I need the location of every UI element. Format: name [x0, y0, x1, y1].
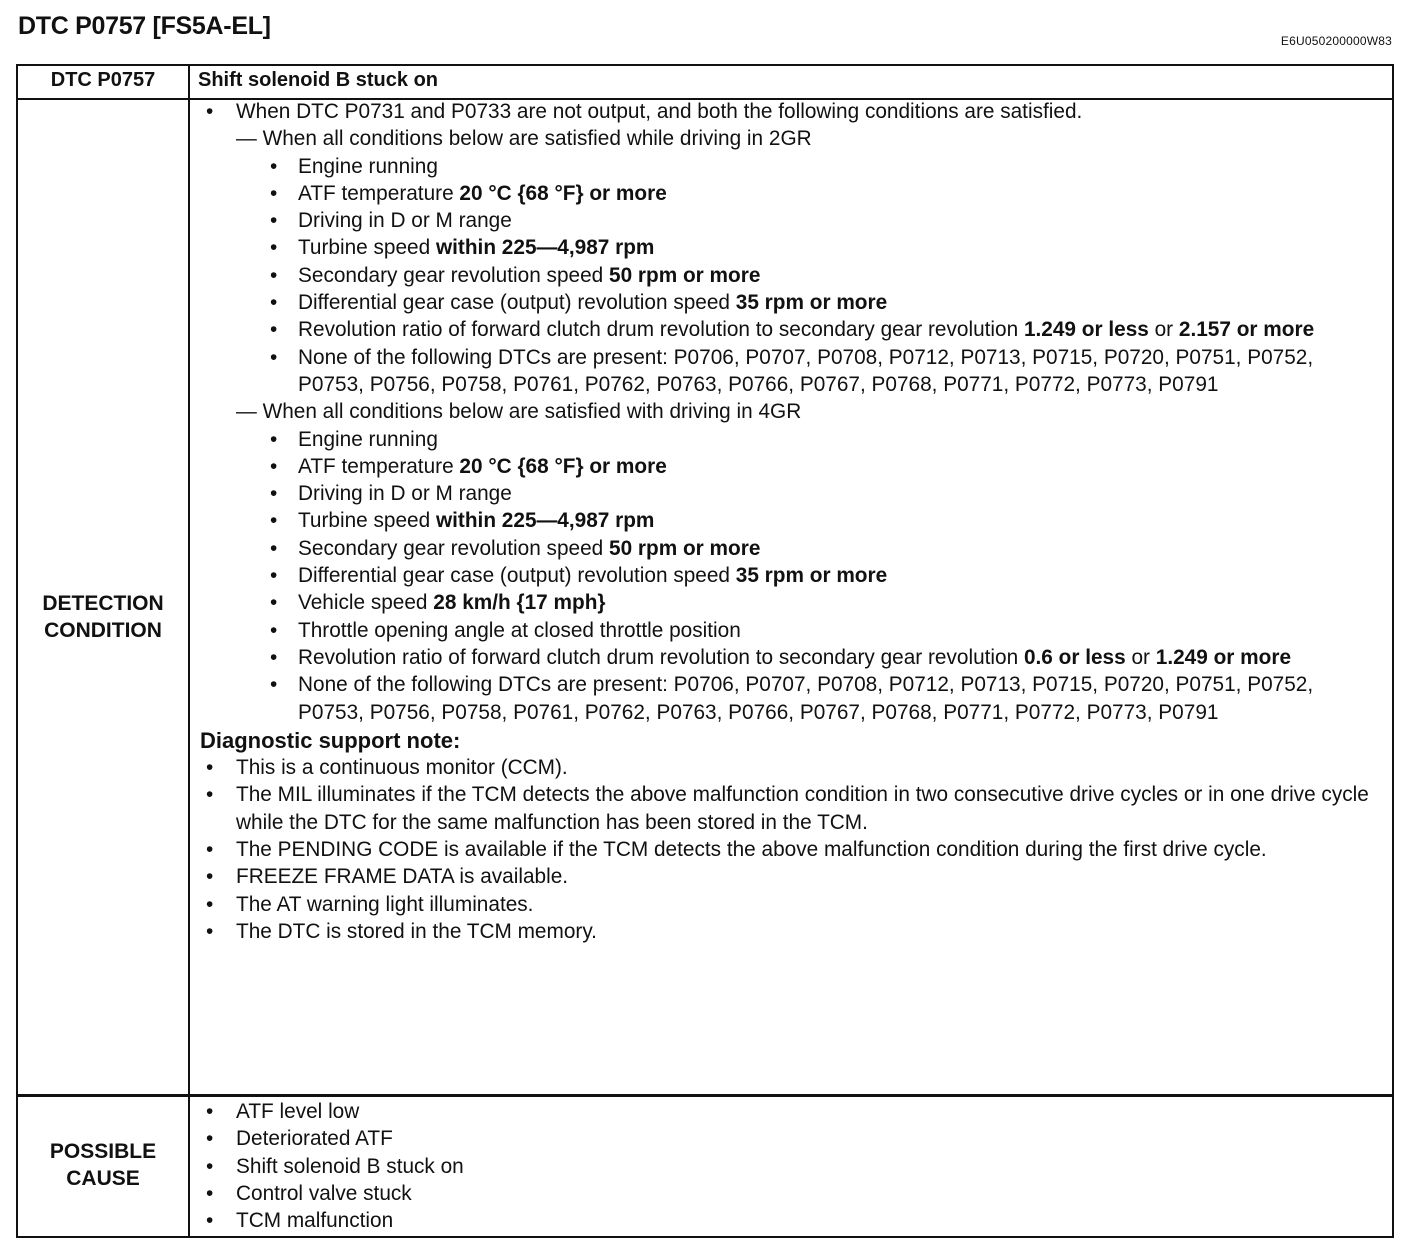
condition-item: • Revolution ratio of forward clutch drum revolution to secondary gear revolution 1.249 or less or 2.157 or more [200, 316, 1382, 343]
condition-item: • Throttle opening angle at closed throttle position [200, 617, 1382, 644]
cause-item: • Control valve stuck [200, 1180, 1382, 1207]
condition-item: • Revolution ratio of forward clutch drum revolution to secondary gear revolution 0.6 or less or 1.249 or more [200, 644, 1382, 671]
condition-item: • Differential gear case (output) revolution speed 35 rpm or more [200, 289, 1382, 316]
possible-cause-content [200, 1098, 1382, 1234]
diagnostic-note-heading: Diagnostic support note: [200, 727, 461, 753]
label-line: DETECTION [42, 592, 164, 615]
note-item: • This is a continuous monitor (CCM). [200, 754, 1382, 781]
document-code: E6U050200000W83 [1280, 34, 1392, 48]
possible-cause-label [18, 1138, 188, 1192]
label-line: CAUSE [66, 1167, 140, 1190]
note-item: • The MIL illuminates if the TCM detects the above malfunction condition in two consecutive drive cycles or in one drive cycle while the DTC for the same malfunction has been stored in the TCM. [200, 781, 1382, 836]
detection-condition-label [18, 590, 188, 644]
condition-item: • Secondary gear revolution speed 50 rpm or more [200, 262, 1382, 289]
table-header-row [18, 66, 1392, 100]
cause-item: • ATF level low [200, 1098, 1382, 1125]
condition-item: • None of the following DTCs are present: P0706, P0707, P0708, P0712, P0713, P0715, P0720, P0751, P0752, P0753, P0756, P0758, P0761, P0762, P0763, P0766, P0767, P0768, P0771, P0772, P0773, P0791 [200, 344, 1382, 399]
condition-item: • Turbine speed within 225—4,987 rpm [200, 234, 1382, 261]
column-divider [188, 98, 190, 1094]
cause-item: • Shift solenoid B stuck on [200, 1153, 1382, 1180]
cause-item: • TCM malfunction [200, 1207, 1382, 1234]
condition-item: • Vehicle speed 28 km/h {17 mph} [200, 589, 1382, 616]
page-title: DTC P0757 [FS5A-EL] [18, 12, 271, 40]
cause-item: • Deteriorated ATF [200, 1125, 1382, 1152]
note-item: • The AT warning light illuminates. [200, 891, 1382, 918]
note-item: • The PENDING CODE is available if the TCM detects the above malfunction condition during the first drive cycle. [200, 836, 1382, 863]
dtc-table [16, 64, 1394, 1238]
condition-item: • ATF temperature 20 °C {68 °F} or more [200, 180, 1382, 207]
condition-item: • Turbine speed within 225—4,987 rpm [200, 507, 1382, 534]
condition-item: • None of the following DTCs are present: P0706, P0707, P0708, P0712, P0713, P0715, P0720, P0751, P0752, P0753, P0756, P0758, P0761, P0762, P0763, P0766, P0767, P0768, P0771, P0772, P0773, P0791 [200, 671, 1382, 726]
dtc-code-cell: DTC P0757 [50, 69, 156, 91]
label-line: CONDITION [44, 619, 162, 642]
column-divider [188, 1097, 190, 1236]
condition-item: • Differential gear case (output) revolution speed 35 rpm or more [200, 562, 1382, 589]
condition-item: • ATF temperature 20 °C {68 °F} or more [200, 453, 1382, 480]
detection-condition-content [200, 98, 1382, 945]
condition-item: • Engine running [200, 426, 1382, 453]
condition-item: • Driving in D or M range [200, 480, 1382, 507]
detection-condition-row [18, 98, 1392, 1097]
possible-cause-row [18, 1097, 1392, 1236]
intro-item: • When DTC P0731 and P0733 are not output, and both the following conditions are satisfied. [200, 98, 1382, 125]
group-heading-4gr: — When all conditions below are satisfied with driving in 4GR [236, 400, 802, 424]
dtc-description-cell: Shift solenoid B stuck on [198, 69, 439, 91]
label-line: POSSIBLE [49, 1140, 157, 1163]
column-divider [188, 66, 190, 98]
condition-item: • Secondary gear revolution speed 50 rpm or more [200, 535, 1382, 562]
condition-item: • Driving in D or M range [200, 207, 1382, 234]
note-item: • FREEZE FRAME DATA is available. [200, 863, 1382, 890]
condition-item: • Engine running [200, 153, 1382, 180]
note-item: • The DTC is stored in the TCM memory. [200, 918, 1382, 945]
group-heading-2gr: — When all conditions below are satisfied while driving in 2GR [236, 127, 812, 151]
